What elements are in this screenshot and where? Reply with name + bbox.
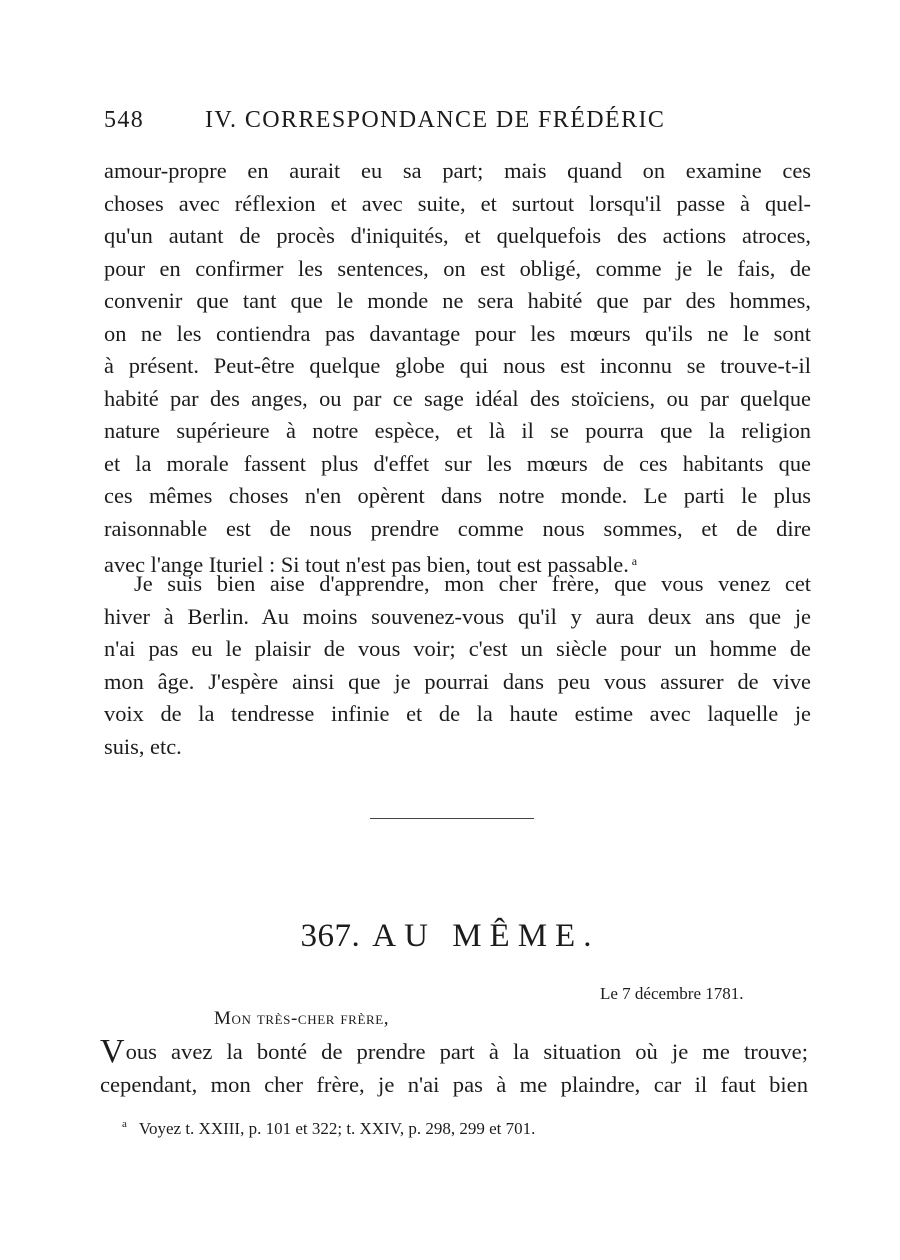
letter-number: 367. — [300, 918, 361, 954]
text-line-content: avec l'ange Ituriel : Si tout n'est pas bien, tout est passable. — [104, 552, 629, 577]
footnote — [122, 1118, 535, 1139]
text-line: mon âge. J'espère ainsi que je pourrai dans peu vous assurer de vive — [104, 668, 811, 694]
text-line: à présent. Peut-être quelque globe qui nous est inconnu se trouve-t-il — [104, 353, 811, 378]
text-line: Je suis bien aise d'apprendre, mon cher frère, que vous venez cet — [134, 571, 811, 596]
text-line-content: ous avez la bonté de prendre part à la situation où je me trouve; — [125, 1039, 808, 1064]
text-line: et la morale fassent plus d'effet sur les mœurs de ces habitants que — [104, 450, 811, 476]
text-line: nature supérieure à notre espèce, et là il se pourra que la religion — [104, 418, 811, 443]
footnote-text: Voyez t. XXIII, p. 101 et 322; t. XXIV, p. 298, 299 et 701. — [138, 1119, 536, 1138]
running-head — [104, 107, 724, 141]
text-line: n'ai pas eu le plaisir de vous voir; c'est un siècle pour un homme de — [104, 636, 811, 661]
salutation: Mon très-cher frère, — [214, 1008, 390, 1029]
text-line: qu'un autant de procès d'iniquités, et quelquefois des actions atroces, — [104, 223, 811, 248]
letter-heading — [0, 918, 900, 964]
text-line: pour en confirmer les sentences, on est obligé, comme je le fais, de — [104, 255, 811, 281]
footnote-reference: a — [631, 554, 638, 568]
initial-letter: V — [100, 1033, 125, 1070]
text-line: cependant, mon cher frère, je n'ai pas à me plaindre, car il faut bien — [100, 1072, 808, 1097]
text-line: amour-propre en aurait eu sa part; mais quand on examine ces — [104, 158, 811, 183]
text-line — [100, 1033, 808, 1070]
section-divider — [370, 818, 534, 819]
text-line: on ne les contiendra pas davantage pour les mœurs qu'ils ne le sont — [104, 320, 811, 346]
page-number: 548 — [104, 107, 145, 133]
footnote-mark: a — [122, 1118, 127, 1130]
text-line: ces mêmes choses n'en opèrent dans notre monde. Le parti le plus — [104, 483, 811, 508]
text-line: voix de la tendresse infinie et de la haute estime avec laquelle je — [104, 701, 811, 726]
text-line: habité par des anges, ou par ce sage idéal des stoïciens, ou par quelque — [104, 385, 811, 411]
text-line: suis, etc. — [104, 733, 182, 759]
letter-recipient: AU MÊME. — [372, 918, 600, 954]
text-line: raisonnable est de nous prendre comme nous sommes, et de dire — [104, 515, 811, 541]
text-line: choses avec réflexion et avec suite, et surtout lorsqu'il passe à quel- — [104, 190, 811, 216]
running-title: IV. CORRESPONDANCE DE FRÉDÉRIC — [205, 107, 666, 133]
text-line: hiver à Berlin. Au moins souvenez-vous qu'il y aura deux ans que je — [104, 603, 811, 629]
text-line: convenir que tant que le monde ne sera habité que par des hommes, — [104, 288, 811, 313]
letter-date: Le 7 décembre 1781. — [600, 984, 744, 1003]
